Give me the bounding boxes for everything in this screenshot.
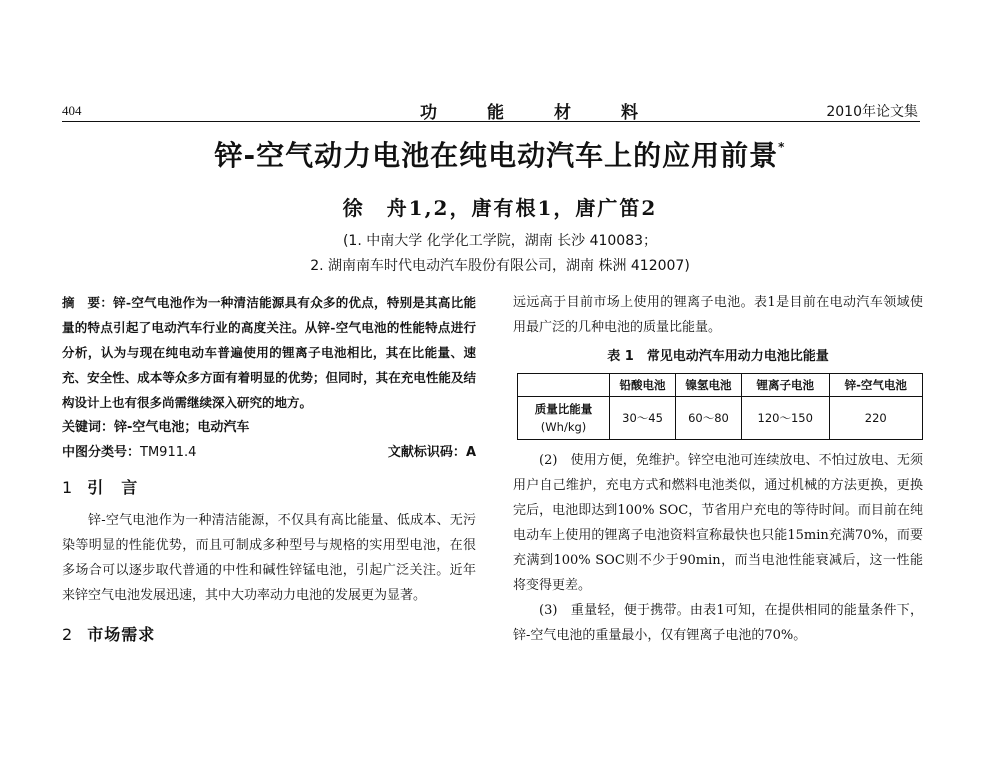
point-2-paragraph: (2) 使用方便，免维护。锌空电池可连续放电、不怕过放电、无须用户自己维护，充电方式和燃料电池类似，通过机械的方法更换，更换完后，电池即达到100% SOC，节省用户充电的等待时间。而目前在纯电动车上使用的锂离子电池资料宣称最快也只能15min充满70%，而要充满到100% SOC则不少于90min，而当电池性能衰减后，这一性能将变得更差。 xyxy=(513,453,923,593)
authors: 徐 舟1,2，唐有根1，唐广笛2 xyxy=(342,196,658,220)
table-header-empty xyxy=(518,374,610,397)
keywords-label: 关键词： xyxy=(62,420,115,435)
table-header-nimh: 镍氢电池 xyxy=(676,374,742,397)
affiliation-2: 2. 湖南南车时代电动汽车股份有限公司，湖南 株洲 412007) xyxy=(310,258,690,274)
table-row-label xyxy=(518,397,610,440)
section-2-heading xyxy=(62,622,476,647)
table-row-label-line2: (Wh/kg) xyxy=(540,420,587,434)
section-1-heading xyxy=(62,475,476,500)
clc-label: 中图分类号： xyxy=(62,445,141,460)
table-cell-lead-acid: 30～45 xyxy=(610,397,676,440)
abstract-label: 摘 要： xyxy=(62,295,114,310)
keywords xyxy=(62,415,476,440)
table-row xyxy=(518,397,923,440)
section-1-paragraph: 锌-空气电池作为一种清洁能源，不仅具有高比能量、低成本、无污染等明显的性能优势，而且可制成多种型号与规格的实用型电池，在很多场合可以逐步取代普通的中性和碱性锌锰电池，引起广泛关注。近年来锌空气电池发展迅速，其中大功率动力电池的发展更为显著。 xyxy=(62,513,476,603)
point-3-paragraph: (3) 重量轻，便于携带。由表1可知，在提供相同的能量条件下，锌-空气电池的重量最小，仅有锂离子电池的70%。 xyxy=(513,603,923,643)
paper-title-text: 锌-空气动力电池在纯电动汽车上的应用前景 xyxy=(214,139,779,172)
header-rule xyxy=(62,121,920,122)
left-column xyxy=(62,290,476,655)
section-2-number: 2 xyxy=(62,625,74,644)
doc-code-value: A xyxy=(465,445,476,460)
affiliation-1: (1. 中南大学 化学化工学院，湖南 长沙 410083； xyxy=(342,233,658,249)
doc-code xyxy=(388,440,476,465)
classification-row xyxy=(62,440,476,465)
table-header-li-ion: 锂离子电池 xyxy=(741,374,829,397)
table-header-row xyxy=(518,374,923,397)
abstract xyxy=(62,290,476,415)
table-caption: 表 1 常见电动汽车用动力电池比能量 xyxy=(607,349,829,364)
table-header-lead-acid: 铅酸电池 xyxy=(610,374,676,397)
clc-value: TM911.4 xyxy=(140,445,197,460)
clc-number xyxy=(62,440,196,465)
right-column xyxy=(513,290,923,648)
journal-issue: 2010年论文集 xyxy=(826,104,918,120)
page-number: 404 xyxy=(62,103,82,118)
table-row-label-line1: 质量比能量 xyxy=(534,402,593,416)
paper-title xyxy=(0,134,1000,174)
section-1-number: 1 xyxy=(62,478,74,497)
table-cell-li-ion: 120～150 xyxy=(741,397,829,440)
battery-energy-table xyxy=(517,373,923,440)
keywords-text: 锌-空气电池；电动汽车 xyxy=(114,420,250,435)
section-2-title: 市场需求 xyxy=(87,625,156,644)
table-cell-nimh: 60～80 xyxy=(676,397,742,440)
section-1-title: 引 言 xyxy=(87,478,139,497)
doc-code-label: 文献标识码： xyxy=(387,445,466,460)
table-cell-zinc-air: 220 xyxy=(829,397,922,440)
table-header-zinc-air: 锌-空气电池 xyxy=(829,374,922,397)
abstract-text: 锌-空气电池作为一种清洁能源具有众多的优点，特别是其高比能量的特点引起了电动汽车行业的高度关注。从锌-空气电池的性能特点进行分析，认为与现在纯电动车普遍使用的锂离子电池相比，其在比能量、速充、安全性、成本等众多方面有着明显的优势；但同时，其在充电性能及结构设计上也有很多尚需继续深入研究的地方。 xyxy=(62,295,476,410)
right-intro-paragraph: 远远高于目前市场上使用的锂离子电池。表1是目前在电动汽车领域使用最广泛的几种电池的质量比能量。 xyxy=(513,295,923,335)
title-footnote-mark: * xyxy=(778,140,786,154)
journal-name: 功能材料 xyxy=(420,103,688,123)
